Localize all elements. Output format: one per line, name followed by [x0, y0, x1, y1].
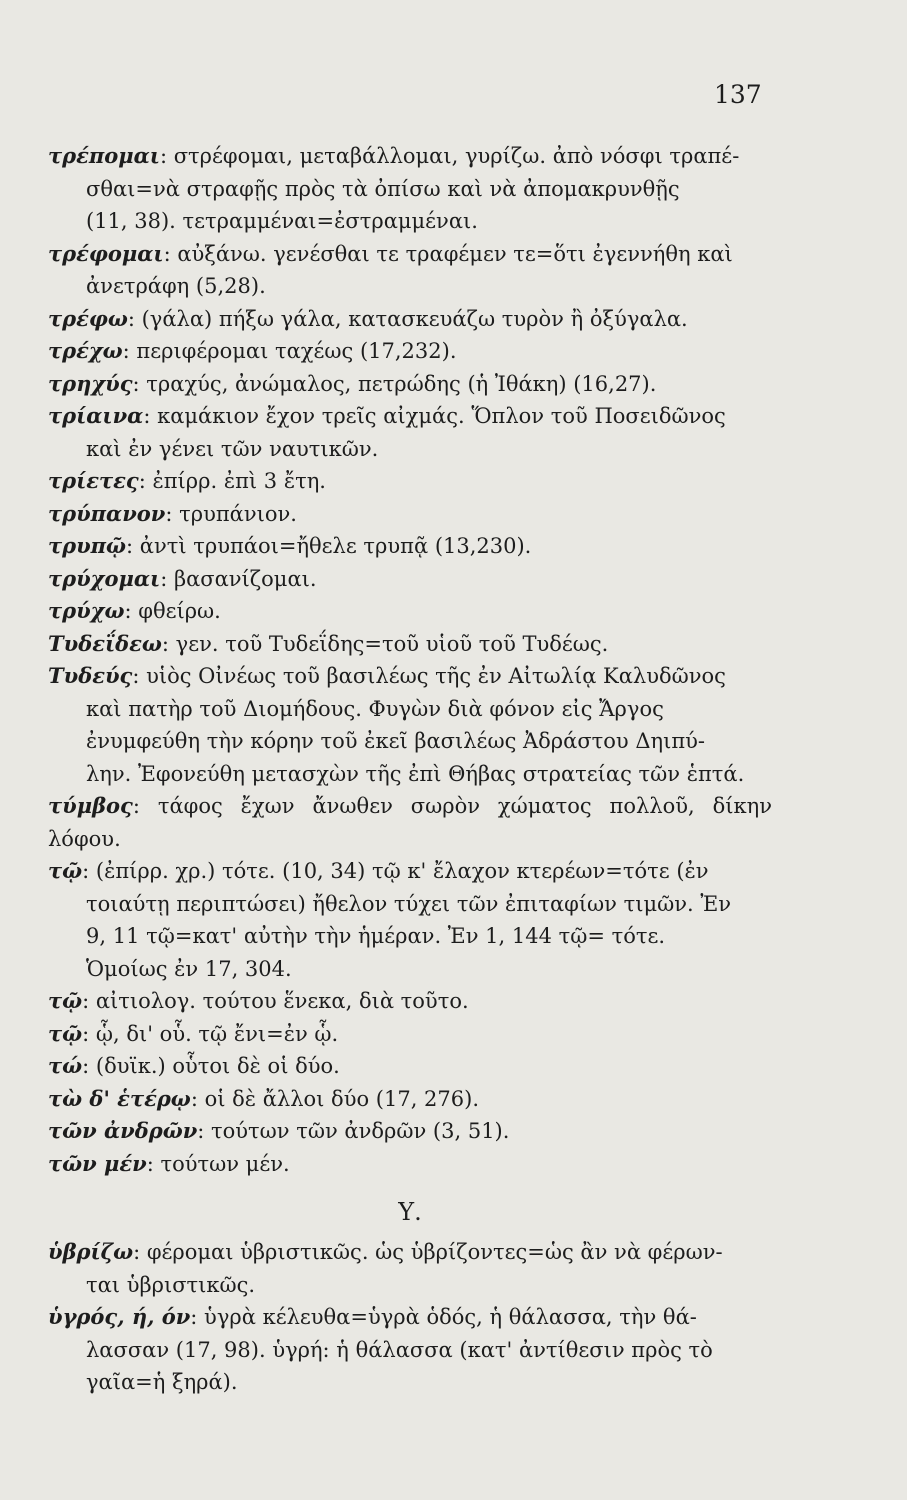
entry-headword: τρέφω [48, 305, 128, 331]
entry-continuation-line: τοιαύτῃ περιπτώσει) ἤθελον τύχει τῶν ἐπιταφίων τιμῶν. Ἐν [86, 891, 732, 916]
entry-continuation-line: γαῖα=ἡ ξηρά). [86, 1370, 238, 1394]
dictionary-entry [48, 563, 772, 596]
entry-headword: τρίαινα [48, 403, 144, 428]
dictionary-entry [48, 628, 772, 661]
entry-first-line [48, 563, 772, 596]
entry-text: : υἱὸς Οἰνέως τοῦ βασιλέως τῆς ἐν Αἰτωλίᾳ Καλυδῶνος [132, 664, 726, 688]
entry-first-line [48, 465, 772, 498]
dictionary-entry [48, 1148, 772, 1181]
dictionary-entry [48, 140, 772, 238]
entry-first-line [48, 303, 772, 336]
dictionary-entry [48, 790, 772, 855]
entry-headword: τῷ [48, 858, 83, 883]
entry-text: : (δυϊκ.) οὗτοι δὲ οἱ δύο. [82, 1054, 340, 1078]
entry-headword: Τυδεύς [48, 663, 133, 688]
entry-text: : στρέφομαι, μεταβάλλομαι, γυρίζω. ἀπὸ νόσφι τραπέ- [159, 144, 740, 168]
entry-headword: τῷ [48, 988, 83, 1013]
entry-continuation-line: καὶ πατὴρ τοῦ Διομήδους. Φυγὼν διὰ φόνον εἰς Ἄργος [86, 696, 664, 721]
dictionary-entry [48, 855, 772, 985]
entry-first-line [48, 368, 772, 401]
entry-text: : γεν. τοῦ Τυδεΐδης=τοῦ υἱοῦ τοῦ Τυδέως. [161, 631, 609, 656]
dictionary-entry [48, 660, 772, 790]
entry-headword: τὼ δ' ἑτέρῳ [48, 1085, 191, 1111]
entry-text: : τρυπάνιον. [165, 501, 297, 526]
entry-first-line [48, 1115, 772, 1148]
page-number: 137 [714, 80, 762, 109]
entry-first-line [48, 400, 772, 433]
entry-headword: τώ [48, 1053, 83, 1078]
entry-text: : ᾧ, δι' οὗ. τῷ ἔνι=ἐν ᾧ. [82, 1021, 339, 1046]
dictionary-entry [48, 1083, 772, 1116]
entry-text: : καμάκιον ἔχον τρεῖς αἰχμάς. Ὅπλον τοῦ Ποσειδῶνος [143, 404, 726, 428]
entry-continuation-line: ἐνυμφεύθη τὴν κόρην τοῦ ἐκεῖ βασιλέως Ἀδράστου Δηιπύ- [86, 729, 706, 753]
entry-first-line [48, 985, 772, 1018]
entry-first-line [48, 855, 772, 888]
entry-continuation-line: ἀνετράφη (5,28). [86, 274, 266, 298]
entry-text: : περιφέρομαι ταχέως (17,232). [122, 339, 457, 363]
dictionary-entry [48, 595, 772, 628]
entry-headword: τῷ [48, 1020, 83, 1046]
entries-tau [48, 140, 772, 1180]
entry-text: : ὑγρὰ κέλευθα=ὑγρὰ ὁδός, ἡ θάλασσα, τὴν θά- [190, 1305, 697, 1329]
dictionary-entry [48, 1018, 772, 1051]
entry-headword: τρέπομαι [48, 143, 160, 168]
dictionary-entry [48, 400, 772, 465]
entries-upsilon [48, 1236, 772, 1399]
entry-text: : (γάλα) πήξω γάλα, κατασκευάζω τυρὸν ἢ ὀξύγαλα. [127, 306, 688, 331]
entry-text: : φέρομαι ὑβριστικῶς. ὡς ὑβρίζοντες=ὡς ἂν νὰ φέρων- [133, 1240, 723, 1264]
entry-headword: τρυπῷ [48, 533, 127, 558]
entry-first-line [48, 1301, 772, 1334]
entry-headword: ὑγρός, ή, όν [48, 1304, 191, 1329]
dictionary-entry [48, 1301, 772, 1399]
entry-text: : τούτων τῶν ἀνδρῶν (3, 51). [197, 1119, 510, 1143]
entry-text: : ἐπίρρ. ἐπὶ 3 ἔτη. [138, 469, 326, 493]
entry-headword: ὑβρίζω [48, 1239, 134, 1264]
section-heading: Υ. [398, 1198, 422, 1226]
entry-text: : τάφος ἔχων ἄνωθεν σωρὸν χώματος πολλοῦ, δίκην λόφου. [48, 794, 772, 851]
dictionary-entry [48, 335, 772, 368]
entry-continuation-line: (11, 38). τετραμμέναι=ἐστραμμέναι. [86, 209, 478, 233]
entry-headword: τῶν μέν [48, 1150, 147, 1176]
entry-first-line [48, 1083, 772, 1116]
entry-text: : τούτων μέν. [146, 1151, 290, 1176]
entry-headword: τρέφομαι [48, 240, 164, 266]
entry-continuation-line: 9, 11 τῷ=κατ' αὐτὴν τὴν ἡμέραν. Ἐν 1, 144 τῷ= τότε. [86, 924, 666, 948]
entry-text: : αὐξάνω. γενέσθαι τε τραφέμεν τε=ὅτι ἐγεννήθη καὶ [163, 241, 733, 266]
entry-first-line [48, 335, 772, 368]
entry-continuation-line: καὶ ἐν γένει τῶν ναυτικῶν. [86, 436, 379, 461]
dictionary-entry [48, 465, 772, 498]
entry-first-line [48, 628, 772, 661]
entry-continuation-line: λην. Ἐφονεύθη μετασχὼν τῆς ἐπὶ Θήβας στρατείας τῶν ἑπτά. [86, 761, 745, 786]
entry-first-line [48, 140, 772, 173]
entry-continuation-line: Ὁμοίως ἐν 17, 304. [86, 956, 292, 981]
entry-text: : βασανίζομαι. [160, 566, 317, 591]
entry-first-line [48, 1236, 772, 1269]
entry-text: : (ἐπίρρ. χρ.) τότε. (10, 34) τῷ κ' ἔλαχον κτερέων=τότε (ἐν [82, 859, 709, 883]
entry-list [48, 140, 772, 1399]
entry-continuation-line: ται ὑβριστικῶς. [86, 1272, 256, 1297]
entry-continuation-line: λασσαν (17, 98). ὑγρή: ἡ θάλασσα (κατ' ἀντίθεσιν πρὸς τὸ [86, 1337, 713, 1362]
entry-headword: Τυδεΐδεω [48, 630, 162, 656]
entry-continuation-line: σθαι=νὰ στραφῇς πρὸς τὰ ὀπίσω καὶ νὰ ἀπομακρυνθῇς [86, 176, 680, 201]
dictionary-entry [48, 303, 772, 336]
entry-first-line [48, 1050, 772, 1083]
entry-first-line [48, 660, 772, 693]
dictionary-entry [48, 530, 772, 563]
entry-headword: τρύχομαι [48, 565, 161, 591]
dictionary-entry [48, 1115, 772, 1148]
entry-first-line [48, 790, 772, 855]
entry-text: : οἱ δὲ ἄλλοι δύο (17, 276). [190, 1086, 479, 1111]
entry-first-line [48, 498, 772, 531]
entry-headword: τρέχω [48, 338, 123, 363]
entry-headword: τῶν ἀνδρῶν [48, 1118, 198, 1143]
dictionary-entry [48, 1050, 772, 1083]
entry-first-line [48, 1148, 772, 1181]
entry-first-line [48, 530, 772, 563]
entry-headword: τρίετες [48, 468, 139, 493]
entry-headword: τρηχύς [48, 370, 133, 396]
dictionary-entry [48, 368, 772, 401]
dictionary-entry [48, 498, 772, 531]
entry-headword: τρύπανον [48, 500, 166, 526]
entry-first-line [48, 1018, 772, 1051]
entry-headword: τύμβος [48, 793, 133, 818]
entry-text: : τραχύς, ἀνώμαλος, πετρώδης (ἡ Ἰθάκη) (16,27). [132, 371, 657, 396]
dictionary-entry [48, 1236, 772, 1301]
dictionary-entry [48, 985, 772, 1018]
entry-headword: τρύχω [48, 598, 125, 623]
entry-text: : ἀντὶ τρυπάοι=ἤθελε τρυπᾷ (13,230). [126, 534, 532, 558]
entry-first-line [48, 238, 772, 271]
dictionary-entry [48, 238, 772, 303]
entry-first-line [48, 595, 772, 628]
entry-text: : φθείρω. [124, 599, 221, 623]
entry-text: : αἰτιολογ. τούτου ἕνεκα, διὰ τοῦτο. [82, 989, 469, 1013]
